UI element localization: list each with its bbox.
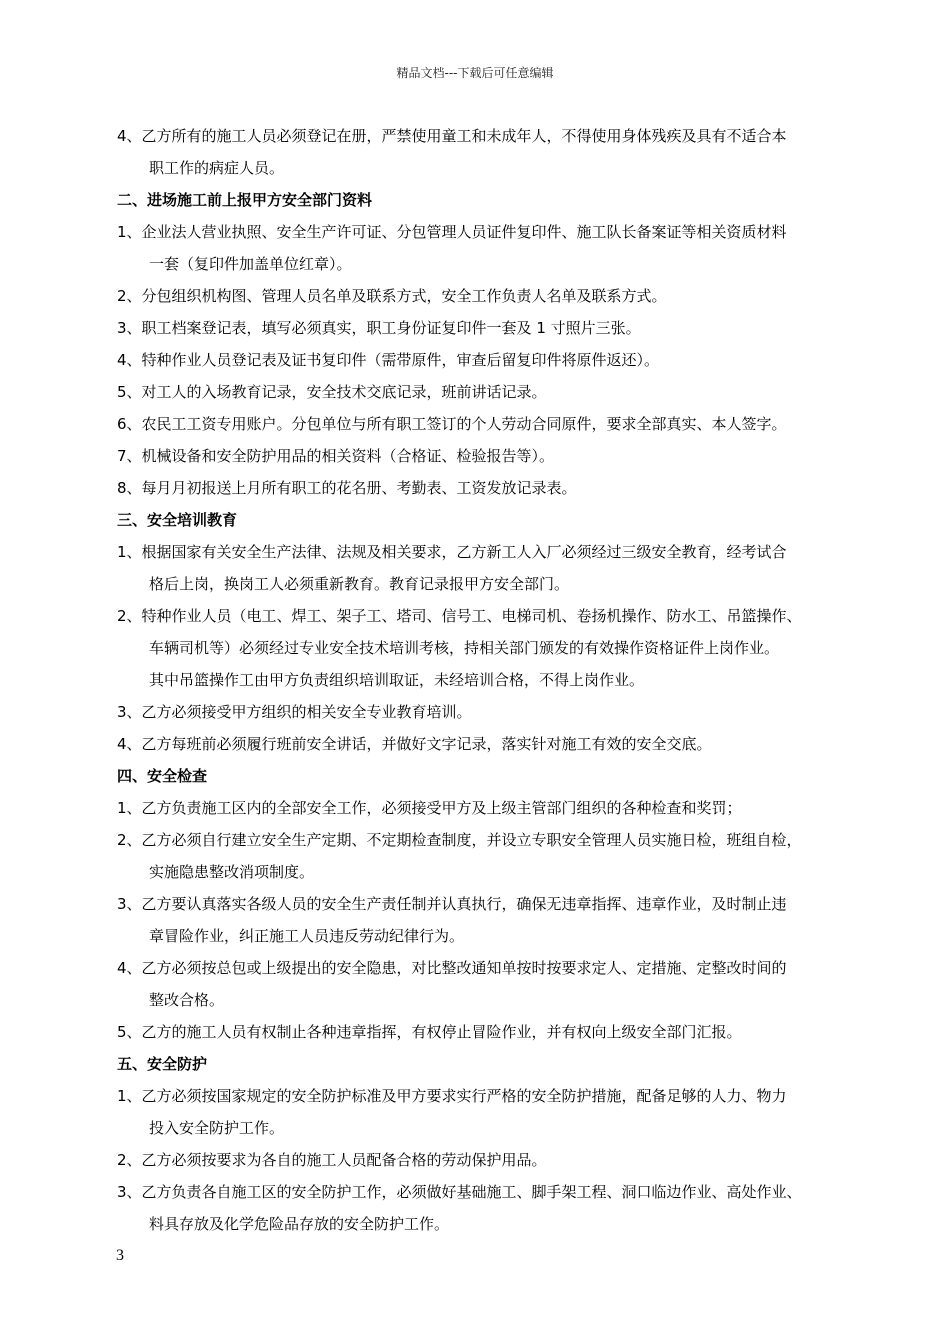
- list-item: 2、乙方必须按要求为各自的施工人员配备合格的劳动保护用品。: [117, 1151, 547, 1169]
- list-item: 1、乙方负责施工区内的全部安全工作，必须接受甲方及上级主管部门组织的各种检查和奖罚；: [117, 799, 742, 817]
- list-item: 5、乙方的施工人员有权制止各种违章指挥，有权停止冒险作业，并有权向上级安全部门汇报。: [117, 1023, 742, 1041]
- list-item-continuation: 投入安全防护工作。: [149, 1119, 285, 1137]
- list-item-continuation: 一套（复印件加盖单位红章）。: [149, 255, 352, 273]
- list-item: 1、乙方必须按国家规定的安全防护标准及甲方要求实行严格的安全防护措施，配备足够的人力、物力: [117, 1087, 787, 1105]
- list-item: 4、乙方必须按总包或上级提出的安全隐患，对比整改通知单按时按要求定人、定措施、定整改时间的: [117, 959, 787, 977]
- page-header: 精品文档---下载后可任意编辑: [396, 66, 554, 80]
- list-item: 3、乙方必须接受甲方组织的相关安全专业教育培训。: [117, 703, 472, 721]
- list-item: 3、乙方要认真落实各级人员的安全生产责任制并认真执行，确保无违章指挥、违章作业，及时制止违: [117, 895, 787, 913]
- document-body: [117, 120, 877, 1240]
- list-item: 4、乙方每班前必须履行班前安全讲话，并做好文字记录，落实针对施工有效的安全交底。: [117, 735, 712, 753]
- list-item: 4、乙方所有的施工人员必须登记在册，严禁使用童工和未成年人，不得使用身体残疾及具有不适合本: [117, 127, 787, 145]
- list-item: 1、企业法人营业执照、安全生产许可证、分包管理人员证件复印件、施工队长备案证等相关资质材料: [117, 223, 787, 241]
- list-item: 3、乙方负责各自施工区的安全防护工作，必须做好基础施工、脚手架工程、洞口临边作业、高处作业、: [117, 1183, 802, 1201]
- list-item: 2、分包组织机构图、管理人员名单及联系方式，安全工作负责人名单及联系方式。: [117, 287, 667, 305]
- list-item: 1、根据国家有关安全生产法律、法规及相关要求，乙方新工人入厂必须经过三级安全教育，经考试合: [117, 543, 787, 561]
- list-item-continuation: 实施隐患整改消项制度。: [149, 863, 315, 881]
- section-heading: 二、进场施工前上报甲方安全部门资料: [117, 191, 373, 209]
- list-item-continuation: 整改合格。: [149, 991, 225, 1009]
- list-item: 8、每月月初报送上月所有职工的花名册、考勤表、工资发放记录表。: [117, 479, 577, 497]
- section-heading: 五、安全防护: [117, 1055, 208, 1073]
- list-item: 2、乙方必须自行建立安全生产定期、不定期检查制度，并设立专职安全管理人员实施日检，班组自检，: [117, 831, 802, 849]
- list-item-continuation: 其中吊篮操作工由甲方负责组织培训取证，未经培训合格，不得上岗作业。: [149, 671, 645, 689]
- list-item-continuation: 章冒险作业，纠正施工人员违反劳动纪律行为。: [149, 927, 465, 945]
- list-item: 4、特种作业人员登记表及证书复印件（需带原件，审查后留复印件将原件返还）。: [117, 351, 660, 369]
- list-item: 2、特种作业人员（电工、焊工、架子工、塔司、信号工、电梯司机、卷扬机操作、防水工、吊篮操作、: [117, 607, 802, 625]
- section-heading: 四、安全检查: [117, 767, 208, 785]
- list-item-continuation: 职工作的病症人员。: [149, 159, 285, 177]
- list-item-continuation: 料具存放及化学危险品存放的安全防护工作。: [149, 1215, 450, 1233]
- section-heading: 三、安全培训教育: [117, 511, 238, 529]
- page-number: 3: [116, 1247, 124, 1264]
- list-item: 7、机械设备和安全防护用品的相关资料（合格证、检验报告等）。: [117, 447, 555, 465]
- list-item-continuation: 格后上岗，换岗工人必须重新教育。教育记录报甲方安全部门。: [149, 575, 570, 593]
- list-item: 3、职工档案登记表，填写必须真实，职工身份证复印件一套及 1 寸照片三张。: [117, 319, 641, 337]
- list-item: 5、对工人的入场教育记录，安全技术交底记录，班前讲话记录。: [117, 383, 547, 401]
- list-item-continuation: 车辆司机等）必须经过专业安全技术培训考核，持相关部门颁发的有效操作资格证件上岗作业。: [149, 639, 780, 657]
- list-item: 6、农民工工资专用账户。分包单位与所有职工签订的个人劳动合同原件，要求全部真实、本人签字。: [117, 415, 787, 433]
